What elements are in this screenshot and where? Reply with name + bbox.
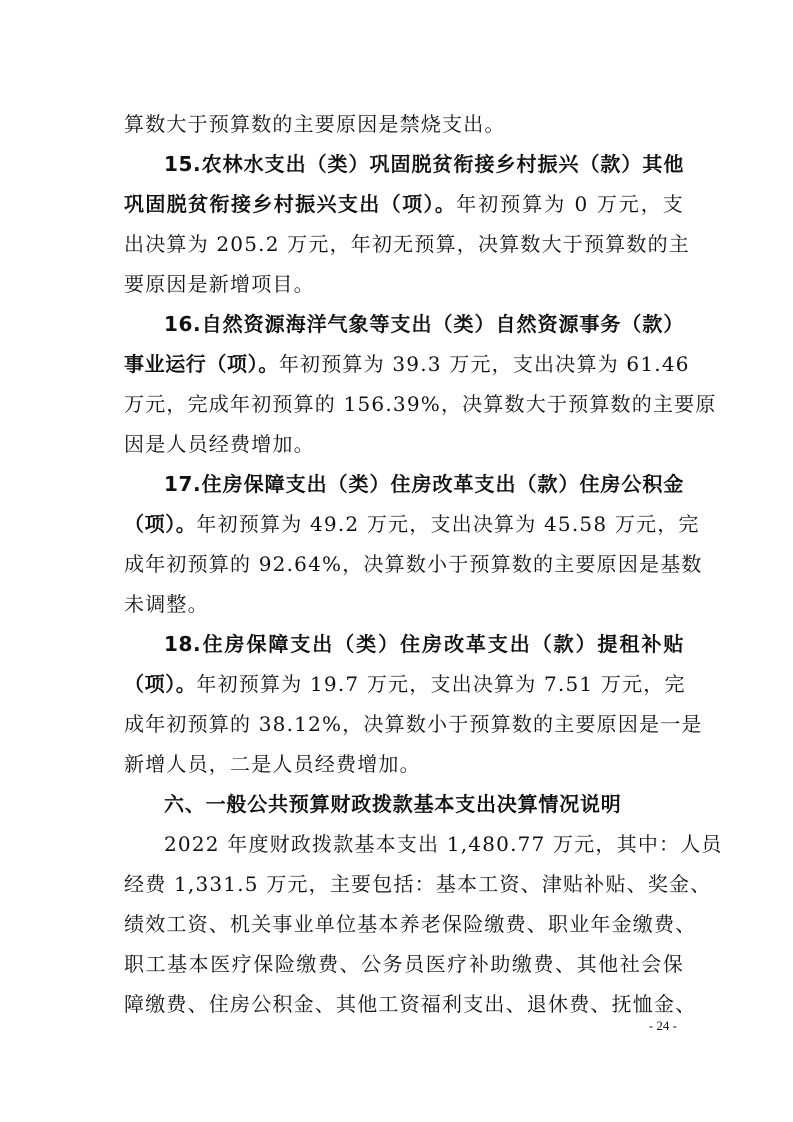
text-line: 障缴费、住房公积金、其他工资福利支出、退休费、抚恤金、 <box>124 992 697 1016</box>
text-line: 成年初预算的 38.12%，决算数小于预算数的主要原因是一是 <box>124 712 703 736</box>
text-line: 要原因是新增项目。 <box>124 272 315 296</box>
text-line: 算数大于预算数的主要原因是禁烧支出。 <box>124 112 506 136</box>
text-line: 出决算为 205.2 万元，年初无预算，决算数大于预算数的主 <box>124 232 690 256</box>
item-18-line: （项）。年初预算为 19.7 万元，支出决算为 7.51 万元，完 <box>124 672 686 696</box>
item-17-line: （项）。年初预算为 49.2 万元，支出决算为 45.58 万元，完 <box>124 512 700 536</box>
text-line: 因是人员经费增加。 <box>124 432 315 456</box>
item-18-heading: 18.住房保障支出（类）住房改革支出（款）提租补贴 <box>164 632 684 656</box>
text-line: 成年初预算的 92.64%，决算数小于预算数的主要原因是基数 <box>124 552 703 576</box>
section-heading: 六、一般公共预算财政拨款基本支出决算情况说明 <box>164 792 622 816</box>
item-16-heading: 16.自然资源海洋气象等支出（类）自然资源事务（款） <box>164 312 684 336</box>
text-line: 未调整。 <box>124 592 209 616</box>
item-15-heading: 15.农林水支出（类）巩固脱贫衔接乡村振兴（款）其他 <box>164 152 684 176</box>
item-16-line: 事业运行（项）。年初预算为 39.3 万元，支出决算为 61.46 <box>124 352 690 376</box>
text-line: 新增人员，二是人员经费增加。 <box>124 752 421 776</box>
item-17-heading: 17.住房保障支出（类）住房改革支出（款）住房公积金 <box>164 472 684 496</box>
page-number: - 24 - <box>648 1018 677 1033</box>
text-line: 2022 年度财政拨款基本支出 1,480.77 万元，其中：人员 <box>164 832 723 856</box>
text-line: 万元，完成年初预算的 156.39%，决算数大于预算数的主要原 <box>124 392 717 416</box>
item-15-line: 巩固脱贫衔接乡村振兴支出（项）。年初预算为 0 万元，支 <box>124 192 684 216</box>
text-line: 绩效工资、机关事业单位基本养老保险缴费、职业年金缴费、 <box>124 912 697 936</box>
text-line: 经费 1,331.5 万元，主要包括：基本工资、津贴补贴、奖金、 <box>124 872 712 896</box>
text-line: 职工基本医疗保险缴费、公务员医疗补助缴费、其他社会保 <box>124 952 684 976</box>
